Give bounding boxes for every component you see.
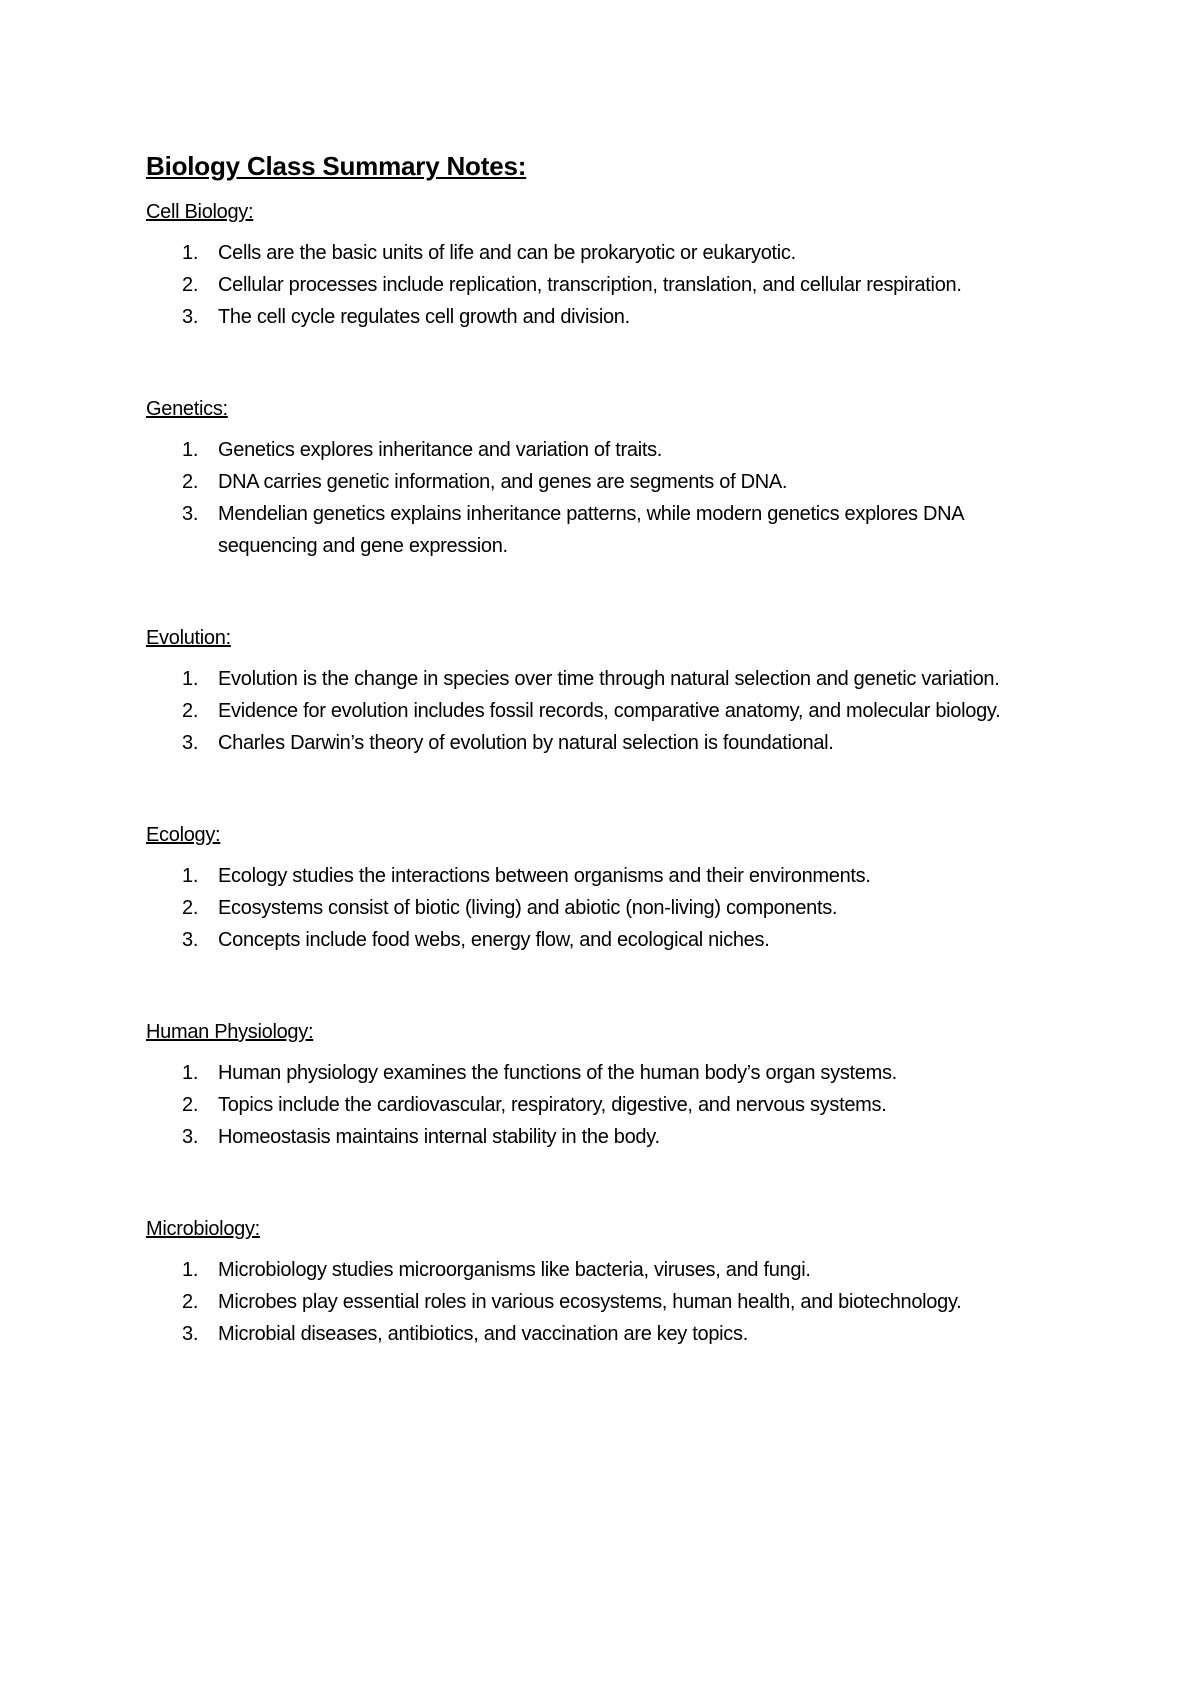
list-item-text: The cell cycle regulates cell growth and division. bbox=[218, 306, 630, 328]
list-number: 2. bbox=[182, 700, 199, 722]
list-item bbox=[146, 269, 1046, 301]
list-item bbox=[146, 1121, 1046, 1153]
section-cell-biology bbox=[146, 199, 1046, 333]
list-item-text: Human physiology examines the functions of the human body’s organ systems. bbox=[218, 1062, 897, 1084]
list-item bbox=[146, 727, 1046, 759]
list-item-text: Cells are the basic units of life and can be prokaryotic or eukaryotic. bbox=[218, 242, 796, 264]
list-number: 3. bbox=[182, 1126, 199, 1148]
list-item-text: Homeostasis maintains internal stability in the body. bbox=[218, 1126, 660, 1148]
list-number: 2. bbox=[182, 471, 199, 493]
numbered-list bbox=[146, 663, 1046, 759]
section-spacer bbox=[146, 956, 1046, 1019]
list-number: 3. bbox=[182, 503, 199, 525]
list-number: 1. bbox=[182, 1259, 199, 1281]
section-human-physiology bbox=[146, 1019, 1046, 1153]
section-heading: Genetics: bbox=[146, 398, 228, 420]
list-number: 1. bbox=[182, 1062, 199, 1084]
list-item bbox=[146, 1286, 1046, 1318]
list-number: 2. bbox=[182, 1094, 199, 1116]
list-number: 1. bbox=[182, 668, 199, 690]
list-item-text: Evidence for evolution includes fossil records, comparative anatomy, and molecular biology. bbox=[218, 700, 1001, 722]
list-number: 2. bbox=[182, 1291, 199, 1313]
list-number: 1. bbox=[182, 242, 199, 264]
document-body bbox=[146, 150, 1046, 1350]
section-microbiology bbox=[146, 1216, 1046, 1350]
list-item-text: Microbiology studies microorganisms like bacteria, viruses, and fungi. bbox=[218, 1259, 811, 1281]
list-number: 1. bbox=[182, 439, 199, 461]
list-item-text: Genetics explores inheritance and variation of traits. bbox=[218, 439, 663, 461]
list-item bbox=[146, 860, 1046, 892]
list-item-text: DNA carries genetic information, and genes are segments of DNA. bbox=[218, 471, 788, 493]
section-ecology bbox=[146, 822, 1046, 956]
list-item-text: Microbes play essential roles in various ecosystems, human health, and biotechnology. bbox=[218, 1291, 962, 1313]
section-heading: Ecology: bbox=[146, 824, 221, 846]
list-item bbox=[146, 466, 1046, 498]
section-spacer bbox=[146, 1153, 1046, 1216]
list-item bbox=[146, 1254, 1046, 1286]
list-item-text: Topics include the cardiovascular, respiratory, digestive, and nervous systems. bbox=[218, 1094, 887, 1116]
list-item bbox=[146, 892, 1046, 924]
list-item bbox=[146, 924, 1046, 956]
list-item bbox=[146, 695, 1046, 727]
list-item bbox=[146, 301, 1046, 333]
list-item-text: Concepts include food webs, energy flow, and ecological niches. bbox=[218, 929, 770, 951]
list-item-text: Mendelian genetics explains inheritance patterns, while modern genetics explores DNA sequencing and gene expression. bbox=[218, 503, 964, 557]
section-spacer bbox=[146, 759, 1046, 822]
list-number: 2. bbox=[182, 897, 199, 919]
list-item bbox=[146, 1318, 1046, 1350]
list-number: 3. bbox=[182, 929, 199, 951]
section-heading: Cell Biology: bbox=[146, 201, 254, 223]
list-number: 2. bbox=[182, 274, 199, 296]
section-heading: Microbiology: bbox=[146, 1218, 260, 1240]
numbered-list bbox=[146, 1254, 1046, 1350]
section-spacer bbox=[146, 333, 1046, 396]
list-item bbox=[146, 1089, 1046, 1121]
section-heading: Evolution: bbox=[146, 627, 231, 649]
list-item-text: Ecology studies the interactions between organisms and their environments. bbox=[218, 865, 871, 887]
section-evolution bbox=[146, 625, 1046, 759]
list-number: 1. bbox=[182, 865, 199, 887]
list-item-text: Microbial diseases, antibiotics, and vaccination are key topics. bbox=[218, 1323, 748, 1345]
list-item bbox=[146, 434, 1046, 466]
numbered-list bbox=[146, 434, 1046, 562]
numbered-list bbox=[146, 1057, 1046, 1153]
list-item bbox=[146, 498, 1046, 562]
list-item-text: Cellular processes include replication, transcription, translation, and cellular respiration. bbox=[218, 274, 962, 296]
list-number: 3. bbox=[182, 1323, 199, 1345]
list-item-text: Charles Darwin’s theory of evolution by natural selection is foundational. bbox=[218, 732, 834, 754]
numbered-list bbox=[146, 860, 1046, 956]
section-spacer bbox=[146, 562, 1046, 625]
list-item bbox=[146, 1057, 1046, 1089]
list-number: 3. bbox=[182, 306, 199, 328]
document-title: Biology Class Summary Notes: bbox=[146, 151, 527, 181]
list-item-text: Evolution is the change in species over time through natural selection and genetic variation. bbox=[218, 668, 1000, 690]
list-item bbox=[146, 663, 1046, 695]
section-genetics bbox=[146, 396, 1046, 562]
section-heading: Human Physiology: bbox=[146, 1021, 314, 1043]
list-number: 3. bbox=[182, 732, 199, 754]
list-item-text: Ecosystems consist of biotic (living) and abiotic (non-living) components. bbox=[218, 897, 838, 919]
numbered-list bbox=[146, 237, 1046, 333]
list-item bbox=[146, 237, 1046, 269]
